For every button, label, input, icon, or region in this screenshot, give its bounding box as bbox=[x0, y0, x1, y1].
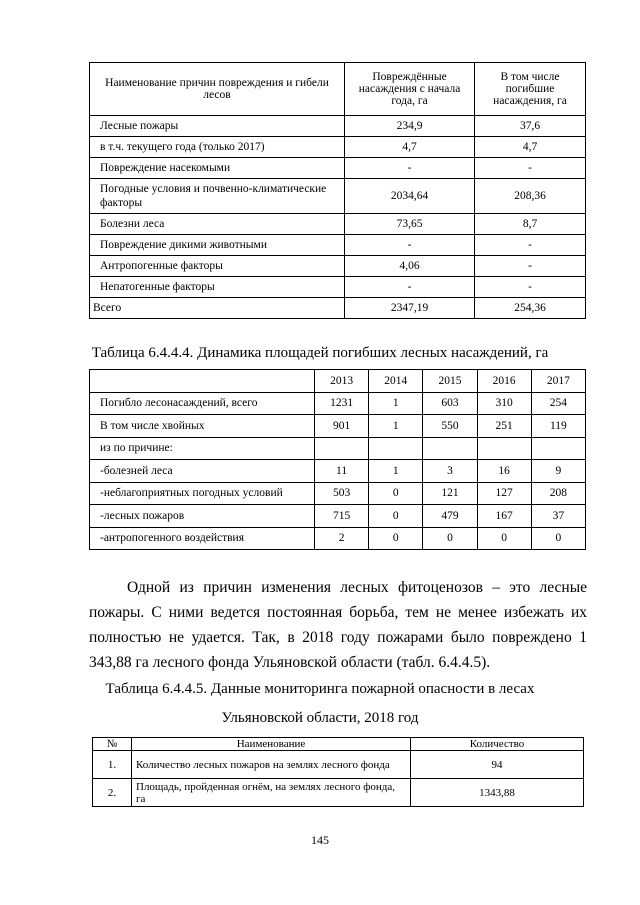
table-cell: из по причине: bbox=[90, 437, 315, 460]
table-cell: 310 bbox=[477, 392, 531, 415]
table-cell: - bbox=[475, 277, 586, 298]
table-cell bbox=[90, 370, 315, 393]
table-row bbox=[93, 751, 584, 779]
table-cell: 1 bbox=[369, 415, 423, 438]
table-cell: -антропогенного воздействия bbox=[90, 527, 315, 550]
table-cell: 1 bbox=[369, 392, 423, 415]
table-header-row bbox=[90, 63, 586, 116]
table-caption-continued: Ульяновской области, 2018 год bbox=[221, 710, 419, 726]
column-header: В том числе погибшие насаждения, га bbox=[475, 63, 586, 116]
table-cell: - bbox=[345, 277, 475, 298]
table-header-row bbox=[90, 370, 586, 393]
paragraph-text: Одной из причин изменения лесных фитоценозов – это лесные пожары. С ними ведется постоянная борьба, тем не менее избежать их полностью не удается. Так, в 2018 году пожарами было повреждено 1 343,88 га лесного фонда Ульяновской области (табл. 6.4.4.5). bbox=[89, 579, 587, 671]
table-cell: 121 bbox=[423, 482, 477, 505]
table-cell: 503 bbox=[315, 482, 369, 505]
table-cell: 208,36 bbox=[475, 179, 586, 214]
column-header: № bbox=[93, 738, 132, 751]
table-cell: 254 bbox=[531, 392, 585, 415]
column-header: Наименование причин повреждения и гибели лесов bbox=[90, 63, 345, 116]
table-cell: 167 bbox=[477, 505, 531, 528]
table-cell: 1231 bbox=[315, 392, 369, 415]
dead-forest-dynamics-table bbox=[89, 369, 586, 550]
table-cell: 37,6 bbox=[475, 116, 586, 137]
table-row bbox=[90, 460, 586, 483]
fire-monitoring-table bbox=[92, 737, 584, 807]
table-row bbox=[90, 137, 586, 158]
table-cell: 550 bbox=[423, 415, 477, 438]
page-number: 145 bbox=[311, 833, 329, 847]
table-cell: 11 bbox=[315, 460, 369, 483]
table-cell: 715 bbox=[315, 505, 369, 528]
column-header: Количество bbox=[411, 738, 584, 751]
table-total-row bbox=[90, 298, 586, 319]
table-cell bbox=[531, 437, 585, 460]
table-cell: Площадь, пройденная огнём, на землях лесного фонда, га bbox=[132, 779, 411, 807]
table-cell: Повреждение насекомыми bbox=[90, 158, 345, 179]
table-cell bbox=[477, 437, 531, 460]
table-cell: 1 bbox=[369, 460, 423, 483]
table-cell: 127 bbox=[477, 482, 531, 505]
table-row bbox=[93, 779, 584, 807]
table-cell bbox=[315, 437, 369, 460]
table-cell: 2034,64 bbox=[345, 179, 475, 214]
table-cell: - bbox=[345, 158, 475, 179]
table-cell: 251 bbox=[477, 415, 531, 438]
table-cell: 0 bbox=[369, 482, 423, 505]
table-cell: В том числе хвойных bbox=[90, 415, 315, 438]
table-cell: 94 bbox=[411, 751, 584, 779]
year-header: 2015 bbox=[423, 370, 477, 393]
table-cell: Повреждение дикими животными bbox=[90, 235, 345, 256]
table-header-row bbox=[93, 738, 584, 751]
table-cell: 1343,88 bbox=[411, 779, 584, 807]
table-cell: 119 bbox=[531, 415, 585, 438]
table-cell: 234,9 bbox=[345, 116, 475, 137]
table-row bbox=[90, 158, 586, 179]
table-row bbox=[90, 415, 586, 438]
table-cell: в т.ч. текущего года (только 2017) bbox=[90, 137, 345, 158]
table-cell: -неблагоприятных погодных условий bbox=[90, 482, 315, 505]
table-cell: 254,36 bbox=[475, 298, 586, 319]
table-cell: 2. bbox=[93, 779, 132, 807]
table-cell: -лесных пожаров bbox=[90, 505, 315, 528]
table-cell: Погодные условия и почвенно-климатические факторы bbox=[90, 179, 345, 214]
table-row bbox=[90, 505, 586, 528]
table-cell: 37 bbox=[531, 505, 585, 528]
table-cell: Погибло лесонасаждений, всего bbox=[90, 392, 315, 415]
table-row bbox=[90, 179, 586, 214]
table-row bbox=[90, 214, 586, 235]
table-cell: Непатогенные факторы bbox=[90, 277, 345, 298]
table-cell: 4,7 bbox=[475, 137, 586, 158]
table-cell: 901 bbox=[315, 415, 369, 438]
table-row bbox=[90, 256, 586, 277]
forest-damage-table bbox=[89, 62, 586, 319]
year-header: 2014 bbox=[369, 370, 423, 393]
table-cell: 0 bbox=[423, 527, 477, 550]
table-row bbox=[90, 116, 586, 137]
table-cell: 8,7 bbox=[475, 214, 586, 235]
table-cell: 2347,19 bbox=[345, 298, 475, 319]
table-cell: Лесные пожары bbox=[90, 116, 345, 137]
table-cell: 2 bbox=[315, 527, 369, 550]
table-cell: - bbox=[475, 235, 586, 256]
table-cell bbox=[369, 437, 423, 460]
table-cell: Всего bbox=[90, 298, 345, 319]
year-header: 2016 bbox=[477, 370, 531, 393]
table-cell: 9 bbox=[531, 460, 585, 483]
table-cell: 479 bbox=[423, 505, 477, 528]
table-cell: 208 bbox=[531, 482, 585, 505]
table-row bbox=[90, 482, 586, 505]
table-cell: 4,7 bbox=[345, 137, 475, 158]
table-row bbox=[90, 277, 586, 298]
table-row bbox=[90, 392, 586, 415]
table-cell: 4,06 bbox=[345, 256, 475, 277]
table-cell: Болезни леса bbox=[90, 214, 345, 235]
table-cell: -болезней леса bbox=[90, 460, 315, 483]
table-cell: 603 bbox=[423, 392, 477, 415]
table-cell: 0 bbox=[531, 527, 585, 550]
year-header: 2013 bbox=[315, 370, 369, 393]
table-row bbox=[90, 235, 586, 256]
table-caption: Таблица 6.4.4.4. Динамика площадей погибших лесных насаждений, га bbox=[91, 345, 549, 361]
body-paragraph bbox=[89, 575, 587, 675]
table-cell bbox=[423, 437, 477, 460]
table-cell: - bbox=[345, 235, 475, 256]
table-row bbox=[90, 437, 586, 460]
year-header: 2017 bbox=[531, 370, 585, 393]
table-row bbox=[90, 527, 586, 550]
table-cell: 0 bbox=[369, 505, 423, 528]
table-cell: 0 bbox=[477, 527, 531, 550]
table-cell: 73,65 bbox=[345, 214, 475, 235]
table-cell: 16 bbox=[477, 460, 531, 483]
table-cell: 1. bbox=[93, 751, 132, 779]
table-cell: 3 bbox=[423, 460, 477, 483]
table-caption: Таблица 6.4.4.5. Данные мониторинга пожарной опасности в лесах bbox=[105, 681, 535, 697]
table-cell: Антропогенные факторы bbox=[90, 256, 345, 277]
column-header: Наименование bbox=[132, 738, 411, 751]
table-cell: 0 bbox=[369, 527, 423, 550]
table-cell: - bbox=[475, 158, 586, 179]
table-cell: - bbox=[475, 256, 586, 277]
table-cell: Количество лесных пожаров на землях лесного фонда bbox=[132, 751, 411, 779]
column-header: Повреждённые насаждения с начала года, га bbox=[345, 63, 475, 116]
